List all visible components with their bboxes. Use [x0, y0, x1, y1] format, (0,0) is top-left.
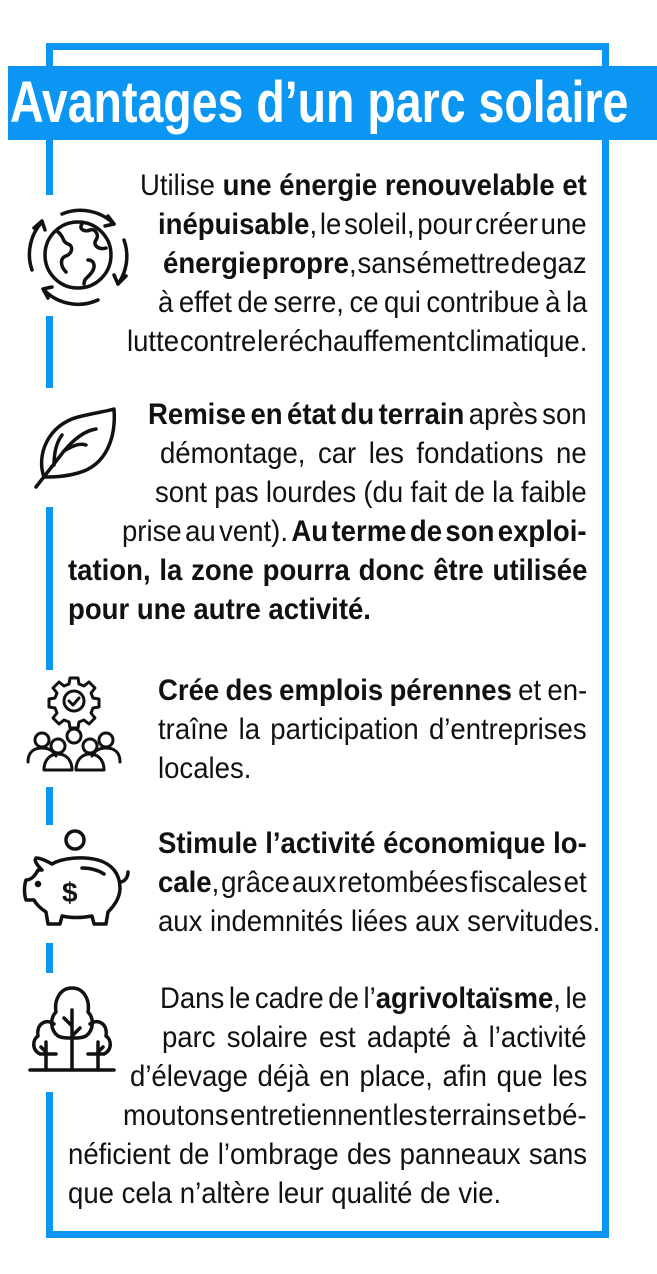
bold-text: tation, la zone pourra donc être utilisée [68, 553, 588, 587]
text-line [130, 1057, 587, 1096]
text-column [68, 0, 601, 1274]
text-line [155, 473, 587, 512]
frame-right-border [602, 43, 609, 1238]
text-line-content [158, 752, 251, 785]
text-line [163, 244, 587, 283]
text-line-content [68, 1138, 587, 1171]
page-title: Avantages d’un parc solaire [10, 70, 629, 135]
bold-text: Stimule l’activité économique lo- [157, 826, 587, 860]
bold-text: Au terme de son exploi- [291, 514, 587, 548]
bold-text: pour une autre activité. [68, 592, 371, 626]
text-line [148, 395, 587, 434]
text-line-content [160, 437, 587, 470]
text-line-content [130, 1060, 587, 1093]
body-text: Dans le cadre de l’ [159, 981, 376, 1015]
bold-text: Crée des emplois pérennes [157, 673, 512, 707]
text-line-content [158, 286, 587, 319]
text-line [158, 283, 587, 322]
text-line [158, 863, 587, 902]
svg-text:$: $ [62, 877, 78, 908]
text-line-content [160, 982, 587, 1015]
bold-text: agrivoltaïsme [375, 981, 554, 1015]
bold-text: énergie propre [162, 246, 350, 280]
body-text: traîne la participation d’entreprises [157, 712, 587, 746]
text-line-content [127, 325, 587, 358]
bold-text: cale [157, 865, 212, 899]
frame-left-border [46, 316, 53, 388]
text-line-content [158, 827, 587, 860]
body-text: et en- [511, 673, 588, 707]
text-line [68, 1174, 501, 1213]
bold-text: une énergie renouvelable et [222, 168, 587, 202]
text-line [123, 1096, 587, 1135]
body-text: Utilise [139, 168, 223, 202]
frame-left-border [46, 943, 53, 973]
text-line [162, 1018, 587, 1057]
text-line [160, 434, 587, 473]
body-text: à effet de serre, ce qui contribue à la [157, 285, 588, 319]
text-line-content [158, 866, 587, 899]
text-line-content [123, 1099, 587, 1132]
body-text: prise au vent). [121, 514, 292, 548]
frame-left-border [46, 1092, 53, 1238]
text-line-content [148, 398, 587, 431]
text-line [158, 671, 587, 710]
text-line-content [140, 169, 587, 202]
text-line [158, 710, 587, 749]
text-line-content [158, 713, 587, 746]
body-text: , le [553, 981, 587, 1015]
text-line-content [162, 1021, 587, 1054]
text-line-content [158, 674, 587, 707]
bold-text: Remise en état du terrain [147, 397, 465, 431]
body-text: parc solaire est adapté à l’activité [161, 1020, 587, 1054]
text-line [140, 166, 587, 205]
text-line-content [122, 515, 587, 548]
text-line [158, 824, 587, 863]
text-line-content [158, 905, 600, 938]
text-line-content [158, 208, 587, 241]
body-text: d’élevage déjà en place, afin que les [129, 1059, 588, 1093]
text-line-content [155, 476, 587, 509]
body-text: , le soleil, pour créer une [309, 207, 587, 241]
text-line [68, 590, 371, 629]
text-line [122, 512, 587, 551]
body-text: néficient de l’ombrage des panneaux sans [68, 1137, 588, 1171]
text-line-content [68, 554, 587, 587]
text-line [158, 749, 251, 788]
bold-text: inépuisable [157, 207, 310, 241]
text-line [158, 205, 587, 244]
text-line [68, 1135, 587, 1174]
text-line [127, 322, 587, 361]
body-text: aux indemnités liées aux servitudes. [157, 904, 601, 938]
body-text: que cela n’altère leur qualité de vie. [68, 1176, 502, 1210]
text-line-content [163, 247, 587, 280]
body-text: , sans émettre de gaz [349, 246, 587, 280]
body-text: , grâce aux retombées fiscales et [211, 865, 587, 899]
frame-left-border [46, 787, 53, 825]
body-text: après son [464, 397, 587, 431]
body-text: démontage, car les fondations ne [159, 436, 587, 470]
frame-left-border [46, 507, 53, 670]
body-text: locales. [157, 751, 252, 785]
text-line [68, 551, 587, 590]
body-text: moutons entretiennent les terrains et bé- [122, 1098, 587, 1132]
text-line-content [68, 593, 371, 626]
text-line-content [68, 1177, 501, 1210]
body-text: sont pas lourdes (du fait de la faible [154, 475, 587, 509]
body-text: lutte contre le réchauffement climatique. [126, 324, 588, 358]
text-line [160, 979, 587, 1018]
text-line [158, 902, 600, 941]
